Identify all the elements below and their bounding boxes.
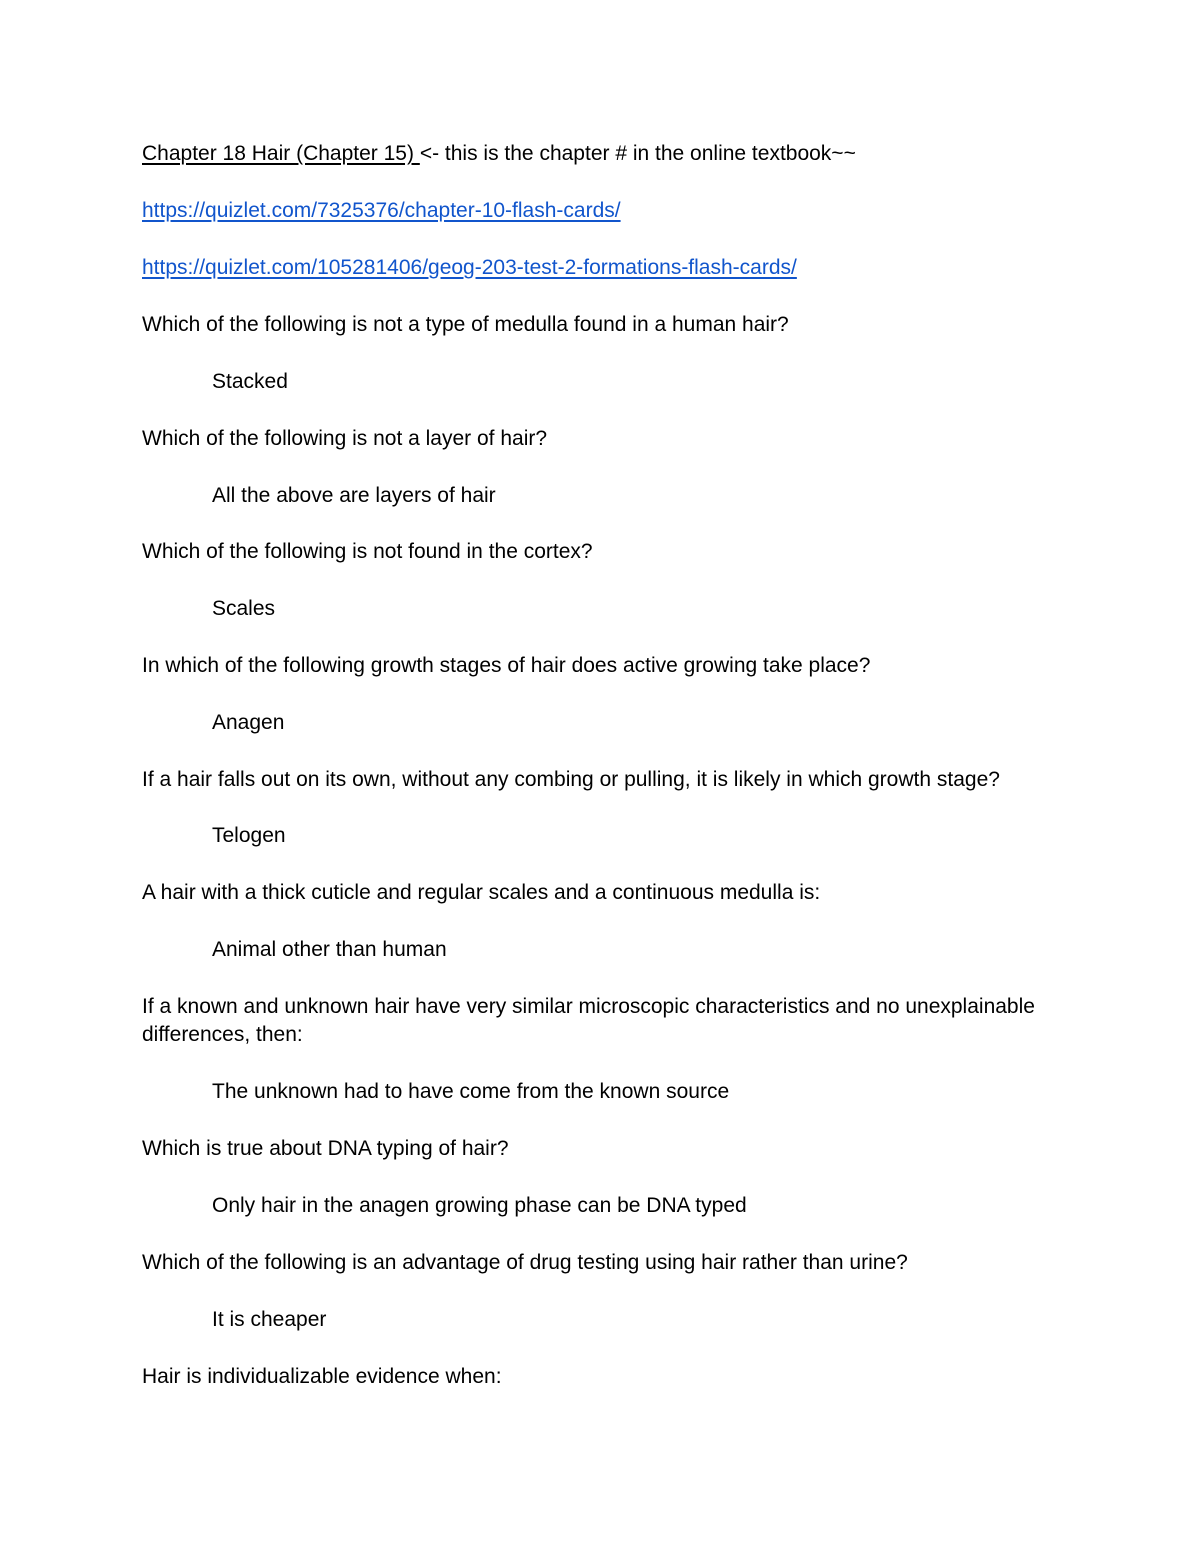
answer-9: It is cheaper: [212, 1308, 327, 1331]
question-6: A hair with a thick cuticle and regular scales and a continuous medulla is:: [142, 881, 821, 904]
answer-2: All the above are layers of hair: [212, 484, 496, 507]
question-1: Which of the following is not a type of medulla found in a human hair?: [142, 313, 789, 336]
answer-5: Telogen: [212, 824, 286, 847]
quizlet-link-2[interactable]: https://quizlet.com/105281406/geog-203-test-2-formations-flash-cards/: [142, 256, 797, 279]
question-3: Which of the following is not found in the cortex?: [142, 540, 593, 563]
answer-8: Only hair in the anagen growing phase can be DNA typed: [212, 1194, 747, 1217]
question-7: If a known and unknown hair have very similar microscopic characteristics and no unexplainable differences, then:: [142, 995, 1035, 1046]
link-line: [142, 254, 797, 282]
chapter-title: Chapter 18 Hair (Chapter 15): [142, 142, 420, 165]
answer-6: Animal other than human: [212, 938, 447, 961]
chapter-note: <- this is the chapter # in the online textbook~~: [419, 142, 856, 165]
answer-3: Scales: [212, 597, 276, 620]
answer-4: Anagen: [212, 711, 285, 734]
question-10: Hair is individualizable evidence when:: [142, 1365, 502, 1388]
answer-1: Stacked: [212, 370, 288, 393]
question-5: If a hair falls out on its own, without any combing or pulling, it is likely in which growth stage?: [142, 768, 1000, 791]
question-4: In which of the following growth stages of hair does active growing take place?: [142, 654, 871, 677]
question-2: Which of the following is not a layer of hair?: [142, 427, 548, 450]
question-8: Which is true about DNA typing of hair?: [142, 1137, 509, 1160]
question-9: Which of the following is an advantage of drug testing using hair rather than urine?: [142, 1251, 908, 1274]
quizlet-link-1[interactable]: https://quizlet.com/7325376/chapter-10-flash-cards/: [142, 199, 621, 222]
chapter-heading: [142, 140, 856, 168]
answer-7: The unknown had to have come from the known source: [212, 1080, 730, 1103]
link-line: [142, 197, 621, 225]
